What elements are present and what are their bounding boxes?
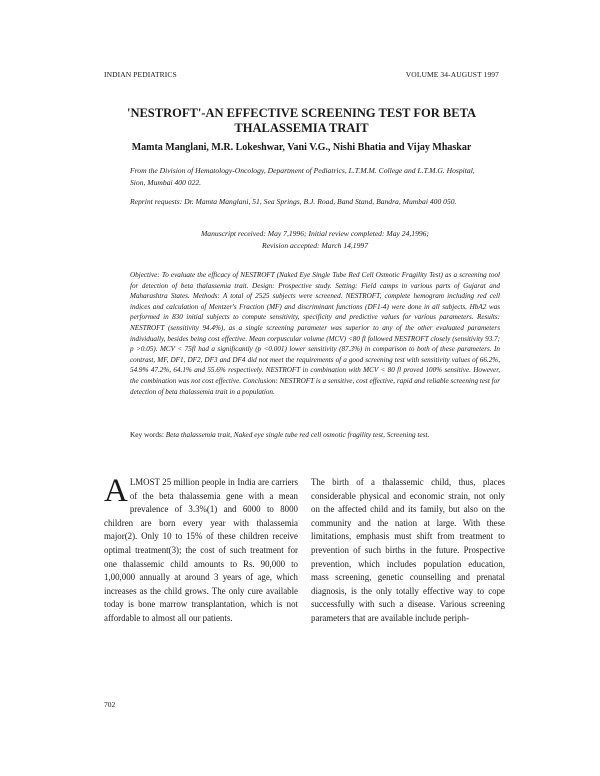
keywords — [130, 430, 500, 441]
keywords-text: Beta thalassemia trait, Naked eye single tube red cell osmotic fragility test, Screening test. — [165, 430, 430, 439]
author-list: Mamta Manglani, M.R. Lokeshwar, Vani V.G., Nishi Bhatia and Vijay Mhaskar — [131, 142, 472, 153]
journal-name: INDIAN PEDIATRICS — [104, 70, 177, 79]
volume-info: VOLUME 34-AUGUST 1997 — [405, 70, 499, 79]
page-number: 702 — [104, 700, 116, 709]
received-line-2: Revision accepted: March 14,1997 — [262, 240, 368, 250]
received-line-1: Manuscript received: May 7,1996; Initial review completed: May 24,1996; — [200, 229, 430, 238]
manuscript-dates — [130, 228, 500, 251]
body-column-right: The birth of a thalassemic child, thus, places considerable physical and economic strain, not only on the affected child and its family, but also on the community and the nation at large. With these limitations, emphasis must shift from treatment to prevention of such births in the future. Prospective prevention, which includes population education, mass screening, genetic counselling and prenatal diagnosis, is the only totally effective way to cope successfully with such a disease. Various screening parameters that are available include periph- — [311, 477, 505, 623]
body-left-text: LMOST 25 million people in India are carriers of the beta thalassemia gene with a mean prevalence of 3.3%(1) and 6000 to 8000 children are born every year with thalassemia major(2). Only 10 to 15% of these children receive optimal treatment(3); the cost of such treatment for one thalassemic child amounts to Rs. 90,000 to 1,00,000 annually at around 3 years of age, which increases as the child grows. The only cure available today is bone marrow transplantation, which is not affordable to almost all our patients. — [104, 477, 298, 623]
affiliation: From the Division of Hematology-Oncology, Department of Pediatrics, L.T.M.M. College and L.T.M.G. Hospital, Sion, Mumbai 400 022. — [130, 166, 475, 187]
article-title: 'NESTROFT'-AN EFFECTIVE SCREENING TEST FOR BETA THALASSEMIA TRAIT — [126, 106, 477, 135]
abstract: Objective: To evaluate the efficacy of NESTROFT (Naked Eye Single Tube Red Cell Osmotic Fragility Test) as a screening tool for detection of beta thalassemia trait. Design: Prospective study. Setting: Field camps in various parts of Gujarat and Maharashtra States. Methods: A total of 2525 subjects were screened. NESTROFT, complete hemogram including red cell indices and calculation of Mentzer's Fraction (MF) and discriminant functions (DF1-4) were done in all subjects. HbA2 was performed in 830 initial subjects to compute sensitivity, specificity and predictive values for various parameters. Results: NESTROFT (sensitivity 94.4%), as a single screening parameter was superior to any of the other evaluated parameters individually, besides being cost effective. Mean corpuscular volume (MCV) <80 fl followed NESTROFT closely (sensitivity 93.7; p >0.05). MCV < 75fl had a significantly (p <0.001) lower sensitivity (87.3%) in comparison to both of these parameters. In contrast, MF, DF1, DF2, DF3 and DF4 did not meet the requirements of a good screening test with sensitivity values of 66.2%, 54.9% 47.2%, 64.1% and 55.6% respectively. NESTROFT in combination with MCV < 80 fl proved 100% sensitive. However, the combination was not cost effective. Conclusion: NESTROFT is a sensitive, cost effective, rapid and reliable screening test for detection of beta thalassemia trait in a population. — [130, 271, 500, 396]
body-column-left — [104, 473, 298, 626]
drop-cap: A — [104, 473, 128, 509]
reprint-requests: Reprint requests: Dr. Mamta Manglani, 51, Sea Springs, B.J. Road, Band Stand, Bandra, Mumbai 400 050. — [130, 197, 457, 206]
keywords-label: Key words: — [130, 430, 164, 439]
